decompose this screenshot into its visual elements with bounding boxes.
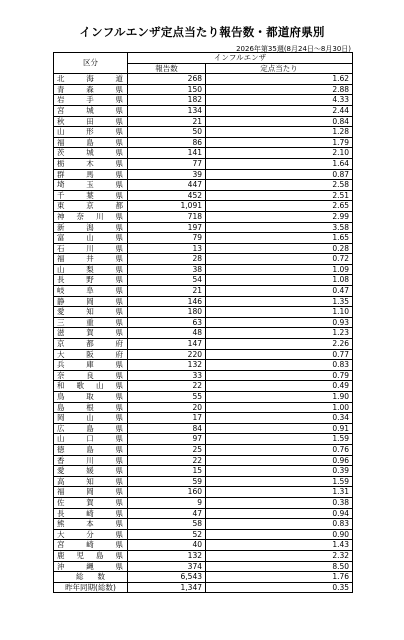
reports-value: 25 [128,444,206,455]
reports-value: 39 [128,169,206,180]
per-sentinel-value: 1.23 [206,328,353,339]
prefecture-name: 香川県 [54,455,128,466]
table-row [54,84,353,95]
table-row [54,487,353,498]
table-row [54,180,353,191]
last-year-reports: 1,347 [128,582,206,593]
per-sentinel-value: 3.58 [206,222,353,233]
per-sentinel-value: 0.90 [206,529,353,540]
last-year-row [54,582,353,593]
reports-value: 132 [128,360,206,371]
per-sentinel-value: 0.38 [206,497,353,508]
prefecture-name: 徳島県 [54,444,128,455]
prefecture-name: 兵庫県 [54,360,128,371]
per-sentinel-value: 2.88 [206,84,353,95]
prefecture-name: 埼玉県 [54,180,128,191]
per-sentinel-value: 1.79 [206,137,353,148]
table-row [54,169,353,180]
reports-value: 17 [128,413,206,424]
reports-value: 374 [128,561,206,572]
table-body [54,74,353,572]
reports-value: 447 [128,180,206,191]
table-row [54,444,353,455]
per-sentinel-value: 0.94 [206,508,353,519]
reports-value: 718 [128,211,206,222]
prefecture-name: 高知県 [54,476,128,487]
per-sentinel-value: 0.91 [206,423,353,434]
per-sentinel-value: 1.31 [206,487,353,498]
reports-value: 134 [128,105,206,116]
table-row [54,434,353,445]
prefecture-name: 群馬県 [54,169,128,180]
table-row [54,127,353,138]
prefecture-name: 秋田県 [54,116,128,127]
prefecture-name: 山梨県 [54,264,128,275]
prefecture-name: 神奈川県 [54,211,128,222]
prefecture-name: 長崎県 [54,508,128,519]
table-row [54,529,353,540]
table-row [54,402,353,413]
prefecture-name: 青森県 [54,84,128,95]
reports-value: 15 [128,466,206,477]
per-sentinel-value: 0.72 [206,254,353,265]
per-sentinel-value: 0.83 [206,360,353,371]
reports-value: 54 [128,275,206,286]
per-sentinel-value: 2.99 [206,211,353,222]
prefecture-name: 熊本県 [54,519,128,530]
reports-value: 50 [128,127,206,138]
per-sentinel-value: 2.44 [206,105,353,116]
prefecture-name: 愛知県 [54,307,128,318]
prefecture-name: 岡山県 [54,413,128,424]
table-row [54,550,353,561]
reports-value: 22 [128,381,206,392]
table-row [54,349,353,360]
per-sentinel-value: 1.59 [206,434,353,445]
reports-value: 1,091 [128,201,206,212]
table-row [54,540,353,551]
table-row [54,476,353,487]
reports-value: 150 [128,84,206,95]
table-row [54,497,353,508]
reports-value: 40 [128,540,206,551]
table-row [54,466,353,477]
table-row [54,381,353,392]
per-sentinel-value: 0.76 [206,444,353,455]
per-sentinel-value: 0.96 [206,455,353,466]
reports-value: 160 [128,487,206,498]
prefecture-name: 千葉県 [54,190,128,201]
prefecture-name: 石川県 [54,243,128,254]
prefecture-name: 和歌山県 [54,381,128,392]
reports-value: 132 [128,550,206,561]
reports-header: 報告数 [128,63,206,74]
per-sentinel-value: 0.79 [206,370,353,381]
per-sentinel-value: 4.33 [206,95,353,106]
prefecture-name: 宮城県 [54,105,128,116]
total-reports: 6,543 [128,572,206,583]
prefecture-name: 福井県 [54,254,128,265]
per-sentinel-value: 1.00 [206,402,353,413]
table-row [54,243,353,254]
table-row [54,328,353,339]
reports-value: 9 [128,497,206,508]
table-row [54,296,353,307]
table-row [54,74,353,85]
prefecture-name: 鹿児島県 [54,550,128,561]
table-row [54,264,353,275]
table-row [54,137,353,148]
per-sentinel-value: 0.93 [206,317,353,328]
per-sentinel-value: 0.34 [206,413,353,424]
reports-value: 84 [128,423,206,434]
per-sentinel-value: 1.10 [206,307,353,318]
table-row [54,413,353,424]
reports-value: 59 [128,476,206,487]
per-sentinel-value: 1.08 [206,275,353,286]
reports-value: 13 [128,243,206,254]
table-row [54,201,353,212]
prefecture-name: 愛媛県 [54,466,128,477]
reports-value: 48 [128,328,206,339]
table-row [54,286,353,297]
prefecture-name: 福島県 [54,137,128,148]
prefecture-name: 大阪府 [54,349,128,360]
reports-value: 38 [128,264,206,275]
reports-value: 147 [128,339,206,350]
table-row [54,307,353,318]
region-header: 区分 [54,53,128,74]
prefecture-name: 東京都 [54,201,128,212]
per-sentinel-value: 0.87 [206,169,353,180]
prefecture-name: 福岡県 [54,487,128,498]
table-row [54,211,353,222]
prefecture-name: 奈良県 [54,370,128,381]
table-row [54,233,353,244]
table-row [54,370,353,381]
total-label: 総数 [54,572,128,583]
per-sentinel-value: 1.35 [206,296,353,307]
prefecture-name: 広島県 [54,423,128,434]
reports-value: 97 [128,434,206,445]
table-row [54,275,353,286]
per-sentinel-value: 0.83 [206,519,353,530]
per-sentinel-value: 1.90 [206,392,353,403]
prefecture-name: 山形県 [54,127,128,138]
per-sentinel-value: 1.65 [206,233,353,244]
reports-value: 77 [128,158,206,169]
reports-value: 268 [128,74,206,85]
per-sentinel-value: 0.47 [206,286,353,297]
table-row [54,561,353,572]
table-row [54,254,353,265]
reports-value: 47 [128,508,206,519]
per-sentinel-value: 2.32 [206,550,353,561]
prefecture-name: 大分県 [54,529,128,540]
table-row [54,339,353,350]
reports-value: 452 [128,190,206,201]
table-row [54,317,353,328]
reports-value: 21 [128,286,206,297]
total-per-sentinel: 1.76 [206,572,353,583]
table-row [54,158,353,169]
last-year-label: 昨年同期(総数) [54,582,128,593]
per-sentinel-value: 2.51 [206,190,353,201]
prefecture-name: 三重県 [54,317,128,328]
influenza-header: インフルエンザ [128,53,353,64]
reports-value: 197 [128,222,206,233]
per-sentinel-value: 0.77 [206,349,353,360]
prefecture-name: 静岡県 [54,296,128,307]
prefecture-name: 岐阜県 [54,286,128,297]
prefecture-name: 岩手県 [54,95,128,106]
table-row [54,360,353,371]
prefecture-name: 栃木県 [54,158,128,169]
table-row [54,508,353,519]
table-row [54,190,353,201]
table-row [54,392,353,403]
total-row [54,572,353,583]
table-row [54,148,353,159]
reports-value: 28 [128,254,206,265]
per-sentinel-value: 0.49 [206,381,353,392]
prefecture-name: 新潟県 [54,222,128,233]
per-sentinel-value: 0.84 [206,116,353,127]
per-sentinel-value: 1.64 [206,158,353,169]
prefecture-name: 北海道 [54,74,128,85]
per-sentinel-value: 1.09 [206,264,353,275]
prefecture-name: 沖縄県 [54,561,128,572]
per-sentinel-value: 2.65 [206,201,353,212]
reports-value: 63 [128,317,206,328]
last-year-per-sentinel: 0.35 [206,582,353,593]
prefecture-name: 島根県 [54,402,128,413]
prefecture-name: 山口県 [54,434,128,445]
reports-value: 180 [128,307,206,318]
table-row [54,455,353,466]
reports-value: 52 [128,529,206,540]
reports-value: 86 [128,137,206,148]
reports-value: 146 [128,296,206,307]
per-sentinel-value: 0.28 [206,243,353,254]
prefecture-name: 宮崎県 [54,540,128,551]
reports-value: 20 [128,402,206,413]
reports-value: 21 [128,116,206,127]
per-sentinel-value: 2.58 [206,180,353,191]
table-row [54,423,353,434]
table-row [54,105,353,116]
influenza-table [53,52,353,593]
prefecture-name: 長野県 [54,275,128,286]
per-sentinel-value: 1.62 [206,74,353,85]
reports-value: 58 [128,519,206,530]
per-sentinel-value: 1.28 [206,127,353,138]
per-sentinel-value: 1.59 [206,476,353,487]
reports-value: 220 [128,349,206,360]
prefecture-name: 茨城県 [54,148,128,159]
per-sentinel-value: 2.10 [206,148,353,159]
prefecture-name: 鳥取県 [54,392,128,403]
per-sentinel-value: 2.26 [206,339,353,350]
prefecture-name: 滋賀県 [54,328,128,339]
reports-value: 55 [128,392,206,403]
prefecture-name: 佐賀県 [54,497,128,508]
reports-value: 182 [128,95,206,106]
reports-value: 33 [128,370,206,381]
per-sentinel-value: 8.50 [206,561,353,572]
per-sentinel-value: 0.39 [206,466,353,477]
table-row [54,519,353,530]
reports-value: 22 [128,455,206,466]
week-range-label: 2026年第35週(8月24日～8月30日) [236,45,351,53]
page-title: インフルエンザ定点当たり報告数・都道府県別 [79,25,325,39]
reports-value: 79 [128,233,206,244]
prefecture-name: 富山県 [54,233,128,244]
table-row [54,95,353,106]
reports-value: 141 [128,148,206,159]
per-sentinel-header: 定点当たり [206,63,353,74]
per-sentinel-value: 1.43 [206,540,353,551]
table-row [54,116,353,127]
table-row [54,222,353,233]
prefecture-name: 京都府 [54,339,128,350]
